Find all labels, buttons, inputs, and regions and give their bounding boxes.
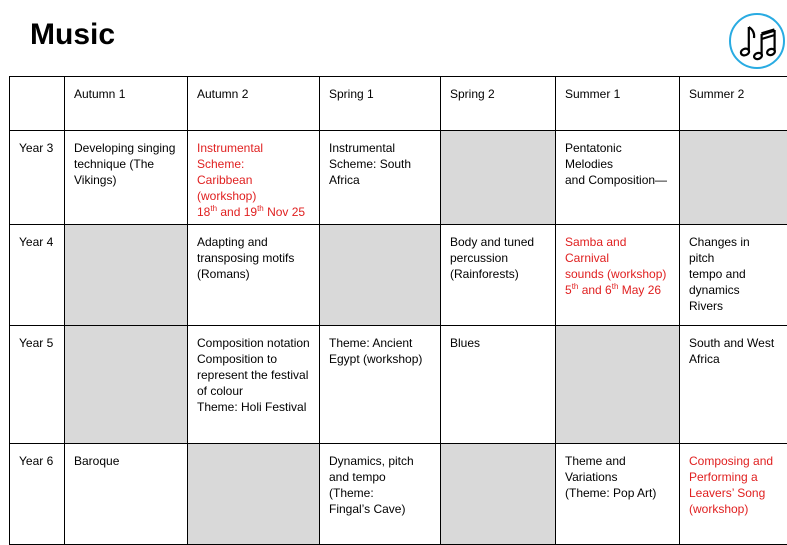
cell-text: of colour [197, 383, 310, 399]
cell-text: Scheme: South [329, 156, 431, 172]
cell-text: (workshop) [689, 501, 778, 517]
cell-text: Samba and Carnival [565, 234, 670, 266]
cell-y3-summer-1 [556, 131, 680, 225]
header-summer-1: Summer 1 [556, 77, 680, 131]
cell-y5-autumn-1-empty [65, 326, 188, 444]
cell-text: Composition notation [197, 335, 310, 351]
cell-text: Leavers’ Song [689, 485, 778, 501]
cell-y6-summer-1 [556, 444, 680, 545]
cell-text: Adapting and [197, 234, 310, 250]
header-summer-2: Summer 2 [680, 77, 787, 131]
cell-y6-summer-2 [680, 444, 787, 545]
cell-y4-summer-1 [556, 225, 680, 326]
year-label: Year 3 [10, 131, 65, 225]
cell-y4-spring-2 [441, 225, 556, 326]
cell-text: tempo and [689, 266, 778, 282]
cell-y3-autumn-1 [65, 131, 188, 225]
cell-y5-autumn-2 [188, 326, 320, 444]
cell-text: Rivers [689, 298, 778, 314]
cell-text: sounds (workshop) [565, 266, 670, 282]
workshop-date: 5th and 6th May 26 [565, 282, 670, 298]
workshop-date: 18th and 19th Nov 25 [197, 204, 310, 220]
cell-text: Dynamics, pitch [329, 453, 431, 469]
cell-y6-spring-1 [320, 444, 441, 545]
cell-y6-spring-2-empty [441, 444, 556, 545]
cell-text: Vikings) [74, 172, 178, 188]
year-label: Year 4 [10, 225, 65, 326]
cell-text: Pentatonic Melodies [565, 140, 670, 172]
cell-y5-summer-1-empty [556, 326, 680, 444]
cell-text: Instrumental Scheme: [197, 140, 310, 172]
cell-y4-summer-2 [680, 225, 787, 326]
cell-text: transposing motifs [197, 250, 310, 266]
cell-y6-autumn-2-empty [188, 444, 320, 545]
cell-text: South and West [689, 335, 778, 351]
cell-text: Performing a [689, 469, 778, 485]
cell-y3-summer-2-empty [680, 131, 787, 225]
cell-text: Caribbean (workshop) [197, 172, 310, 204]
header-autumn-2: Autumn 2 [188, 77, 320, 131]
table-row-year-6 [10, 444, 787, 545]
page-title: Music [30, 18, 115, 52]
cell-y4-autumn-1-empty [65, 225, 188, 326]
cell-text: Theme: Holi Festival [197, 399, 310, 415]
cell-text: Blues [450, 335, 546, 351]
table-row-year-3 [10, 131, 787, 225]
cell-y5-spring-1 [320, 326, 441, 444]
table-row-year-4 [10, 225, 787, 326]
cell-text: Africa [689, 351, 778, 367]
music-curriculum-table [9, 76, 787, 545]
header-corner-cell [10, 77, 65, 131]
table-row-year-5 [10, 326, 787, 444]
cell-y6-autumn-1 [65, 444, 188, 545]
cell-text: Instrumental [329, 140, 431, 156]
header-spring-1: Spring 1 [320, 77, 441, 131]
cell-y5-summer-2 [680, 326, 787, 444]
cell-text: Composition to [197, 351, 310, 367]
cell-text: (Rainforests) [450, 266, 546, 282]
cell-y4-autumn-2 [188, 225, 320, 326]
cell-text: Developing singing [74, 140, 178, 156]
cell-y3-spring-2-empty [441, 131, 556, 225]
cell-y3-autumn-2 [188, 131, 320, 225]
cell-text: Theme and [565, 453, 670, 469]
cell-text: Fingal’s Cave) [329, 501, 431, 517]
cell-text: (Theme: Pop Art) [565, 485, 670, 501]
music-notes-icon [728, 12, 786, 70]
cell-text: dynamics [689, 282, 778, 298]
cell-text: Baroque [74, 453, 178, 469]
cell-text: Changes in pitch [689, 234, 778, 266]
cell-y3-spring-1 [320, 131, 441, 225]
cell-text: (Romans) [197, 266, 310, 282]
year-label: Year 5 [10, 326, 65, 444]
cell-y5-spring-2 [441, 326, 556, 444]
cell-text: Variations [565, 469, 670, 485]
cell-text: Africa [329, 172, 431, 188]
cell-text: percussion [450, 250, 546, 266]
cell-text: Body and tuned [450, 234, 546, 250]
cell-text: and tempo (Theme: [329, 469, 431, 501]
header-row [10, 77, 787, 131]
year-label: Year 6 [10, 444, 65, 545]
cell-text: represent the festival [197, 367, 310, 383]
cell-text: Egypt (workshop) [329, 351, 431, 367]
header-spring-2: Spring 2 [441, 77, 556, 131]
cell-text: and Composition— [565, 172, 670, 188]
cell-text: technique (The [74, 156, 178, 172]
cell-text: Composing and [689, 453, 778, 469]
header-autumn-1: Autumn 1 [65, 77, 188, 131]
cell-text: Theme: Ancient [329, 335, 431, 351]
cell-y4-spring-1-empty [320, 225, 441, 326]
